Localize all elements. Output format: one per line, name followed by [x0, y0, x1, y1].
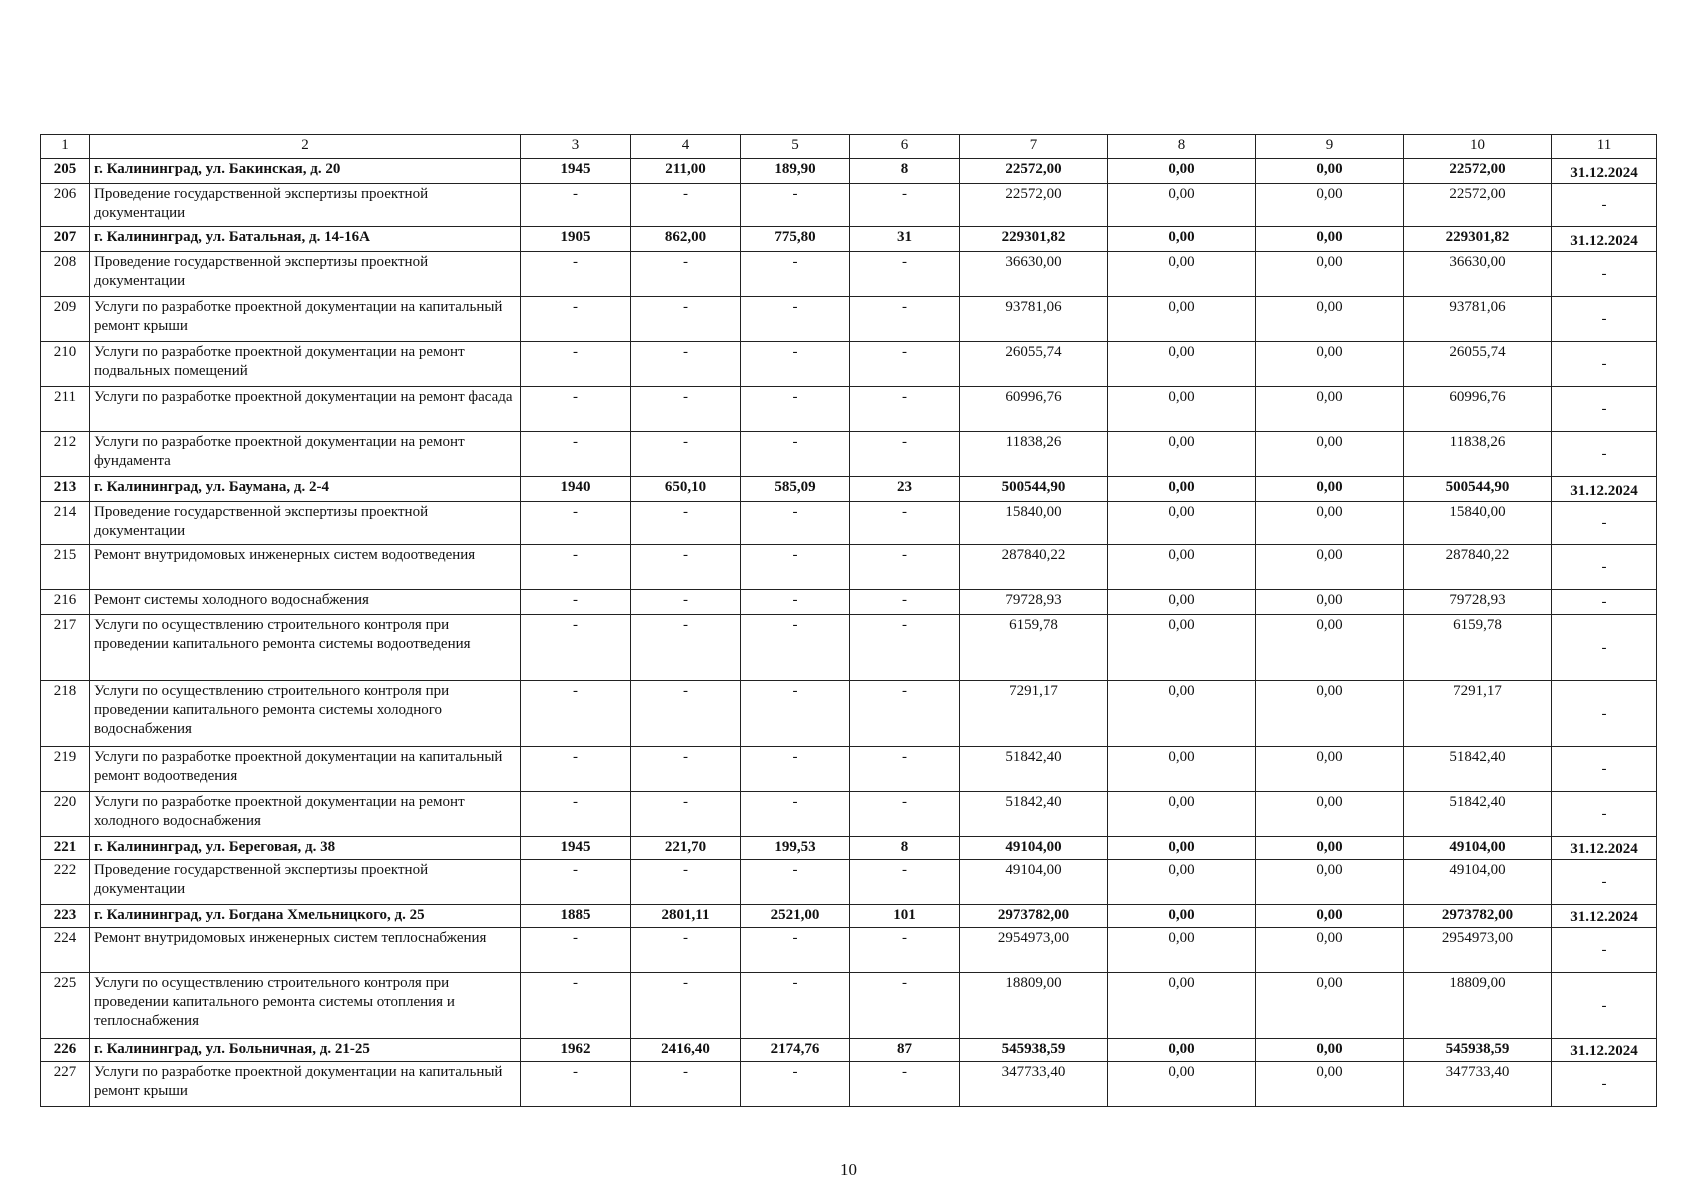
- total-area-cell: -: [631, 860, 741, 905]
- row-name-cell: Ремонт внутридомовых инженерных систем теплоснабжения: [90, 928, 521, 973]
- cost-total-cell: 7291,17: [960, 681, 1108, 747]
- table-row-work: [41, 545, 1657, 590]
- table-row-work: [41, 860, 1657, 905]
- col-number-4: 4: [631, 135, 741, 159]
- total-area-cell: -: [631, 1062, 741, 1107]
- build-year-cell: -: [521, 973, 631, 1039]
- cost-other-cell: 0,00: [1256, 387, 1404, 432]
- cost-fund-cell: 0,00: [1108, 928, 1256, 973]
- cost-total-cell: 26055,74: [960, 342, 1108, 387]
- cost-other-cell: 0,00: [1256, 860, 1404, 905]
- row-name-cell: г. Калининград, ул. Больничная, д. 21-25: [90, 1039, 521, 1062]
- cost-other-cell: 0,00: [1256, 184, 1404, 227]
- cost-other-cell: 0,00: [1256, 615, 1404, 681]
- cost-owners-cell: 229301,82: [1404, 227, 1552, 252]
- col-number-7: 7: [960, 135, 1108, 159]
- build-year-cell: -: [521, 747, 631, 792]
- residents-cell: 31: [850, 227, 960, 252]
- table-row-house: [41, 905, 1657, 928]
- row-number-cell: 227: [41, 1062, 90, 1107]
- table-row-house: [41, 837, 1657, 860]
- cost-total-cell: 51842,40: [960, 747, 1108, 792]
- col-number-9: 9: [1256, 135, 1404, 159]
- deadline-cell: -: [1552, 387, 1657, 432]
- row-name-cell: Услуги по разработке проектной документации на капитальный ремонт водоотведения: [90, 747, 521, 792]
- residents-cell: -: [850, 502, 960, 545]
- table-row-house: [41, 477, 1657, 502]
- deadline-cell: -: [1552, 432, 1657, 477]
- table-body: [41, 135, 1657, 1107]
- build-year-cell: -: [521, 615, 631, 681]
- row-number-cell: 218: [41, 681, 90, 747]
- build-year-cell: -: [521, 792, 631, 837]
- cost-fund-cell: 0,00: [1108, 973, 1256, 1039]
- col-number-8: 8: [1108, 135, 1256, 159]
- cost-total-cell: 22572,00: [960, 184, 1108, 227]
- cost-other-cell: 0,00: [1256, 792, 1404, 837]
- cost-total-cell: 36630,00: [960, 252, 1108, 297]
- row-name-cell: г. Калининград, ул. Бакинская, д. 20: [90, 159, 521, 184]
- deadline-cell: 31.12.2024: [1552, 905, 1657, 928]
- residents-cell: 87: [850, 1039, 960, 1062]
- cost-other-cell: 0,00: [1256, 502, 1404, 545]
- row-number-cell: 224: [41, 928, 90, 973]
- row-number-cell: 211: [41, 387, 90, 432]
- table-row-work: [41, 432, 1657, 477]
- table-row-work: [41, 387, 1657, 432]
- residents-cell: -: [850, 432, 960, 477]
- row-number-cell: 212: [41, 432, 90, 477]
- total-area-cell: -: [631, 928, 741, 973]
- deadline-cell: -: [1552, 928, 1657, 973]
- col-number-5: 5: [741, 135, 850, 159]
- table-row-work: [41, 928, 1657, 973]
- cost-fund-cell: 0,00: [1108, 837, 1256, 860]
- build-year-cell: 1962: [521, 1039, 631, 1062]
- row-number-cell: 219: [41, 747, 90, 792]
- residents-cell: -: [850, 792, 960, 837]
- total-area-cell: 2801,11: [631, 905, 741, 928]
- build-year-cell: -: [521, 387, 631, 432]
- living-area-cell: -: [741, 545, 850, 590]
- build-year-cell: 1945: [521, 159, 631, 184]
- cost-other-cell: 0,00: [1256, 227, 1404, 252]
- residents-cell: 101: [850, 905, 960, 928]
- column-number-row: [41, 135, 1657, 159]
- cost-total-cell: 15840,00: [960, 502, 1108, 545]
- deadline-cell: -: [1552, 502, 1657, 545]
- row-number-cell: 208: [41, 252, 90, 297]
- row-name-cell: Услуги по разработке проектной документации на ремонт холодного водоснабжения: [90, 792, 521, 837]
- cost-fund-cell: 0,00: [1108, 342, 1256, 387]
- cost-other-cell: 0,00: [1256, 159, 1404, 184]
- col-number-1: 1: [41, 135, 90, 159]
- cost-fund-cell: 0,00: [1108, 615, 1256, 681]
- build-year-cell: -: [521, 590, 631, 615]
- cost-owners-cell: 2973782,00: [1404, 905, 1552, 928]
- cost-other-cell: 0,00: [1256, 747, 1404, 792]
- row-number-cell: 210: [41, 342, 90, 387]
- build-year-cell: -: [521, 502, 631, 545]
- deadline-cell: -: [1552, 973, 1657, 1039]
- residents-cell: -: [850, 1062, 960, 1107]
- row-number-cell: 225: [41, 973, 90, 1039]
- living-area-cell: -: [741, 681, 850, 747]
- cost-owners-cell: 500544,90: [1404, 477, 1552, 502]
- total-area-cell: -: [631, 747, 741, 792]
- row-name-cell: г. Калининград, ул. Береговая, д. 38: [90, 837, 521, 860]
- cost-total-cell: 545938,59: [960, 1039, 1108, 1062]
- row-number-cell: 223: [41, 905, 90, 928]
- cost-total-cell: 500544,90: [960, 477, 1108, 502]
- row-number-cell: 209: [41, 297, 90, 342]
- deadline-cell: 31.12.2024: [1552, 159, 1657, 184]
- row-number-cell: 215: [41, 545, 90, 590]
- cost-owners-cell: 49104,00: [1404, 860, 1552, 905]
- total-area-cell: -: [631, 590, 741, 615]
- cost-fund-cell: 0,00: [1108, 1062, 1256, 1107]
- row-name-cell: Проведение государственной экспертизы проектной документации: [90, 502, 521, 545]
- row-name-cell: г. Калининград, ул. Батальная, д. 14-16А: [90, 227, 521, 252]
- row-number-cell: 206: [41, 184, 90, 227]
- living-area-cell: -: [741, 342, 850, 387]
- row-number-cell: 205: [41, 159, 90, 184]
- table-row-work: [41, 1062, 1657, 1107]
- col-number-10: 10: [1404, 135, 1552, 159]
- deadline-cell: 31.12.2024: [1552, 837, 1657, 860]
- row-name-cell: Проведение государственной экспертизы проектной документации: [90, 860, 521, 905]
- table-row-work: [41, 747, 1657, 792]
- cost-total-cell: 6159,78: [960, 615, 1108, 681]
- living-area-cell: 585,09: [741, 477, 850, 502]
- cost-other-cell: 0,00: [1256, 837, 1404, 860]
- row-number-cell: 213: [41, 477, 90, 502]
- cost-other-cell: 0,00: [1256, 681, 1404, 747]
- cost-owners-cell: 22572,00: [1404, 184, 1552, 227]
- cost-owners-cell: 2954973,00: [1404, 928, 1552, 973]
- row-name-cell: Ремонт системы холодного водоснабжения: [90, 590, 521, 615]
- cost-total-cell: 18809,00: [960, 973, 1108, 1039]
- residents-cell: -: [850, 387, 960, 432]
- total-area-cell: -: [631, 184, 741, 227]
- living-area-cell: -: [741, 973, 850, 1039]
- table-row-work: [41, 297, 1657, 342]
- cost-other-cell: 0,00: [1256, 973, 1404, 1039]
- total-area-cell: -: [631, 502, 741, 545]
- cost-fund-cell: 0,00: [1108, 502, 1256, 545]
- row-number-cell: 207: [41, 227, 90, 252]
- total-area-cell: -: [631, 387, 741, 432]
- col-number-3: 3: [521, 135, 631, 159]
- living-area-cell: 2174,76: [741, 1039, 850, 1062]
- residents-cell: -: [850, 252, 960, 297]
- cost-other-cell: 0,00: [1256, 1062, 1404, 1107]
- cost-owners-cell: 18809,00: [1404, 973, 1552, 1039]
- living-area-cell: 775,80: [741, 227, 850, 252]
- cost-other-cell: 0,00: [1256, 297, 1404, 342]
- row-number-cell: 220: [41, 792, 90, 837]
- row-number-cell: 221: [41, 837, 90, 860]
- deadline-cell: -: [1552, 252, 1657, 297]
- cost-fund-cell: 0,00: [1108, 747, 1256, 792]
- row-name-cell: Проведение государственной экспертизы проектной документации: [90, 184, 521, 227]
- total-area-cell: 862,00: [631, 227, 741, 252]
- cost-other-cell: 0,00: [1256, 252, 1404, 297]
- deadline-cell: -: [1552, 342, 1657, 387]
- cost-total-cell: 347733,40: [960, 1062, 1108, 1107]
- row-name-cell: Услуги по осуществлению строительного контроля при проведении капитального ремонта системы отопления и теплоснабжения: [90, 973, 521, 1039]
- cost-total-cell: 49104,00: [960, 837, 1108, 860]
- cost-owners-cell: 26055,74: [1404, 342, 1552, 387]
- cost-owners-cell: 347733,40: [1404, 1062, 1552, 1107]
- cost-fund-cell: 0,00: [1108, 252, 1256, 297]
- cost-fund-cell: 0,00: [1108, 545, 1256, 590]
- cost-other-cell: 0,00: [1256, 928, 1404, 973]
- living-area-cell: -: [741, 252, 850, 297]
- repair-plan-table: [40, 134, 1657, 1107]
- cost-fund-cell: 0,00: [1108, 792, 1256, 837]
- cost-owners-cell: 15840,00: [1404, 502, 1552, 545]
- cost-fund-cell: 0,00: [1108, 590, 1256, 615]
- cost-total-cell: 229301,82: [960, 227, 1108, 252]
- total-area-cell: -: [631, 297, 741, 342]
- build-year-cell: -: [521, 252, 631, 297]
- cost-other-cell: 0,00: [1256, 432, 1404, 477]
- living-area-cell: 199,53: [741, 837, 850, 860]
- living-area-cell: -: [741, 297, 850, 342]
- total-area-cell: -: [631, 792, 741, 837]
- build-year-cell: -: [521, 432, 631, 477]
- build-year-cell: -: [521, 681, 631, 747]
- row-name-cell: Ремонт внутридомовых инженерных систем водоотведения: [90, 545, 521, 590]
- cost-total-cell: 2954973,00: [960, 928, 1108, 973]
- build-year-cell: -: [521, 342, 631, 387]
- cost-fund-cell: 0,00: [1108, 432, 1256, 477]
- deadline-cell: -: [1552, 297, 1657, 342]
- living-area-cell: -: [741, 184, 850, 227]
- row-name-cell: Проведение государственной экспертизы проектной документации: [90, 252, 521, 297]
- build-year-cell: -: [521, 184, 631, 227]
- living-area-cell: -: [741, 1062, 850, 1107]
- build-year-cell: -: [521, 928, 631, 973]
- cost-owners-cell: 51842,40: [1404, 792, 1552, 837]
- page-number: 10: [840, 1160, 857, 1179]
- cost-owners-cell: 287840,22: [1404, 545, 1552, 590]
- deadline-cell: -: [1552, 184, 1657, 227]
- table-row-work: [41, 342, 1657, 387]
- residents-cell: -: [850, 184, 960, 227]
- cost-total-cell: 51842,40: [960, 792, 1108, 837]
- table-row-house: [41, 227, 1657, 252]
- deadline-cell: -: [1552, 590, 1657, 615]
- deadline-cell: -: [1552, 681, 1657, 747]
- row-number-cell: 226: [41, 1039, 90, 1062]
- deadline-cell: 31.12.2024: [1552, 227, 1657, 252]
- cost-owners-cell: 93781,06: [1404, 297, 1552, 342]
- cost-owners-cell: 545938,59: [1404, 1039, 1552, 1062]
- build-year-cell: -: [521, 1062, 631, 1107]
- cost-owners-cell: 49104,00: [1404, 837, 1552, 860]
- total-area-cell: -: [631, 615, 741, 681]
- deadline-cell: -: [1552, 792, 1657, 837]
- cost-fund-cell: 0,00: [1108, 681, 1256, 747]
- cost-owners-cell: 51842,40: [1404, 747, 1552, 792]
- build-year-cell: 1940: [521, 477, 631, 502]
- cost-owners-cell: 36630,00: [1404, 252, 1552, 297]
- total-area-cell: -: [631, 342, 741, 387]
- cost-owners-cell: 60996,76: [1404, 387, 1552, 432]
- row-number-cell: 216: [41, 590, 90, 615]
- cost-total-cell: 287840,22: [960, 545, 1108, 590]
- total-area-cell: -: [631, 681, 741, 747]
- table-row-work: [41, 590, 1657, 615]
- cost-total-cell: 2973782,00: [960, 905, 1108, 928]
- total-area-cell: -: [631, 252, 741, 297]
- residents-cell: -: [850, 545, 960, 590]
- total-area-cell: -: [631, 432, 741, 477]
- cost-total-cell: 93781,06: [960, 297, 1108, 342]
- residents-cell: -: [850, 342, 960, 387]
- row-number-cell: 217: [41, 615, 90, 681]
- cost-owners-cell: 22572,00: [1404, 159, 1552, 184]
- cost-owners-cell: 11838,26: [1404, 432, 1552, 477]
- row-name-cell: Услуги по разработке проектной документации на ремонт фасада: [90, 387, 521, 432]
- total-area-cell: -: [631, 545, 741, 590]
- row-name-cell: Услуги по разработке проектной документации на ремонт подвальных помещений: [90, 342, 521, 387]
- cost-other-cell: 0,00: [1256, 545, 1404, 590]
- row-name-cell: Услуги по осуществлению строительного контроля при проведении капитального ремонта системы водоотведения: [90, 615, 521, 681]
- table-row-house: [41, 159, 1657, 184]
- total-area-cell: 211,00: [631, 159, 741, 184]
- living-area-cell: -: [741, 432, 850, 477]
- cost-fund-cell: 0,00: [1108, 227, 1256, 252]
- residents-cell: -: [850, 928, 960, 973]
- row-name-cell: Услуги по разработке проектной документации на капитальный ремонт крыши: [90, 297, 521, 342]
- table-row-work: [41, 615, 1657, 681]
- table-row-work: [41, 252, 1657, 297]
- build-year-cell: -: [521, 860, 631, 905]
- table-row-work: [41, 184, 1657, 227]
- table-row-house: [41, 1039, 1657, 1062]
- residents-cell: -: [850, 615, 960, 681]
- cost-fund-cell: 0,00: [1108, 184, 1256, 227]
- deadline-cell: -: [1552, 860, 1657, 905]
- living-area-cell: -: [741, 747, 850, 792]
- col-number-2: 2: [90, 135, 521, 159]
- residents-cell: -: [850, 590, 960, 615]
- cost-owners-cell: 7291,17: [1404, 681, 1552, 747]
- table-row-work: [41, 681, 1657, 747]
- deadline-cell: 31.12.2024: [1552, 477, 1657, 502]
- living-area-cell: -: [741, 387, 850, 432]
- table-row-work: [41, 502, 1657, 545]
- living-area-cell: -: [741, 792, 850, 837]
- cost-other-cell: 0,00: [1256, 477, 1404, 502]
- row-number-cell: 222: [41, 860, 90, 905]
- residents-cell: -: [850, 747, 960, 792]
- cost-fund-cell: 0,00: [1108, 905, 1256, 928]
- deadline-cell: -: [1552, 545, 1657, 590]
- total-area-cell: 221,70: [631, 837, 741, 860]
- build-year-cell: 1885: [521, 905, 631, 928]
- cost-other-cell: 0,00: [1256, 905, 1404, 928]
- cost-fund-cell: 0,00: [1108, 860, 1256, 905]
- row-name-cell: Услуги по осуществлению строительного контроля при проведении капитального ремонта системы холодного водоснабжения: [90, 681, 521, 747]
- row-number-cell: 214: [41, 502, 90, 545]
- living-area-cell: -: [741, 590, 850, 615]
- build-year-cell: 1945: [521, 837, 631, 860]
- residents-cell: -: [850, 297, 960, 342]
- living-area-cell: -: [741, 615, 850, 681]
- total-area-cell: 2416,40: [631, 1039, 741, 1062]
- residents-cell: -: [850, 973, 960, 1039]
- living-area-cell: -: [741, 928, 850, 973]
- cost-fund-cell: 0,00: [1108, 1039, 1256, 1062]
- col-number-11: 11: [1552, 135, 1657, 159]
- cost-fund-cell: 0,00: [1108, 477, 1256, 502]
- cost-other-cell: 0,00: [1256, 590, 1404, 615]
- col-number-6: 6: [850, 135, 960, 159]
- living-area-cell: 2521,00: [741, 905, 850, 928]
- cost-total-cell: 79728,93: [960, 590, 1108, 615]
- cost-other-cell: 0,00: [1256, 342, 1404, 387]
- cost-total-cell: 49104,00: [960, 860, 1108, 905]
- build-year-cell: 1905: [521, 227, 631, 252]
- deadline-cell: 31.12.2024: [1552, 1039, 1657, 1062]
- row-name-cell: Услуги по разработке проектной документации на капитальный ремонт крыши: [90, 1062, 521, 1107]
- build-year-cell: -: [521, 297, 631, 342]
- cost-owners-cell: 6159,78: [1404, 615, 1552, 681]
- total-area-cell: 650,10: [631, 477, 741, 502]
- residents-cell: 8: [850, 837, 960, 860]
- cost-fund-cell: 0,00: [1108, 387, 1256, 432]
- living-area-cell: -: [741, 502, 850, 545]
- deadline-cell: -: [1552, 747, 1657, 792]
- residents-cell: -: [850, 681, 960, 747]
- residents-cell: 23: [850, 477, 960, 502]
- cost-total-cell: 11838,26: [960, 432, 1108, 477]
- cost-total-cell: 22572,00: [960, 159, 1108, 184]
- cost-total-cell: 60996,76: [960, 387, 1108, 432]
- deadline-cell: -: [1552, 1062, 1657, 1107]
- cost-fund-cell: 0,00: [1108, 159, 1256, 184]
- living-area-cell: 189,90: [741, 159, 850, 184]
- table-row-work: [41, 973, 1657, 1039]
- residents-cell: 8: [850, 159, 960, 184]
- cost-owners-cell: 79728,93: [1404, 590, 1552, 615]
- living-area-cell: -: [741, 860, 850, 905]
- row-name-cell: г. Калининград, ул. Богдана Хмельницкого, д. 25: [90, 905, 521, 928]
- table-row-work: [41, 792, 1657, 837]
- residents-cell: -: [850, 860, 960, 905]
- cost-other-cell: 0,00: [1256, 1039, 1404, 1062]
- deadline-cell: -: [1552, 615, 1657, 681]
- row-name-cell: г. Калининград, ул. Баумана, д. 2-4: [90, 477, 521, 502]
- build-year-cell: -: [521, 545, 631, 590]
- row-name-cell: Услуги по разработке проектной документации на ремонт фундамента: [90, 432, 521, 477]
- total-area-cell: -: [631, 973, 741, 1039]
- cost-fund-cell: 0,00: [1108, 297, 1256, 342]
